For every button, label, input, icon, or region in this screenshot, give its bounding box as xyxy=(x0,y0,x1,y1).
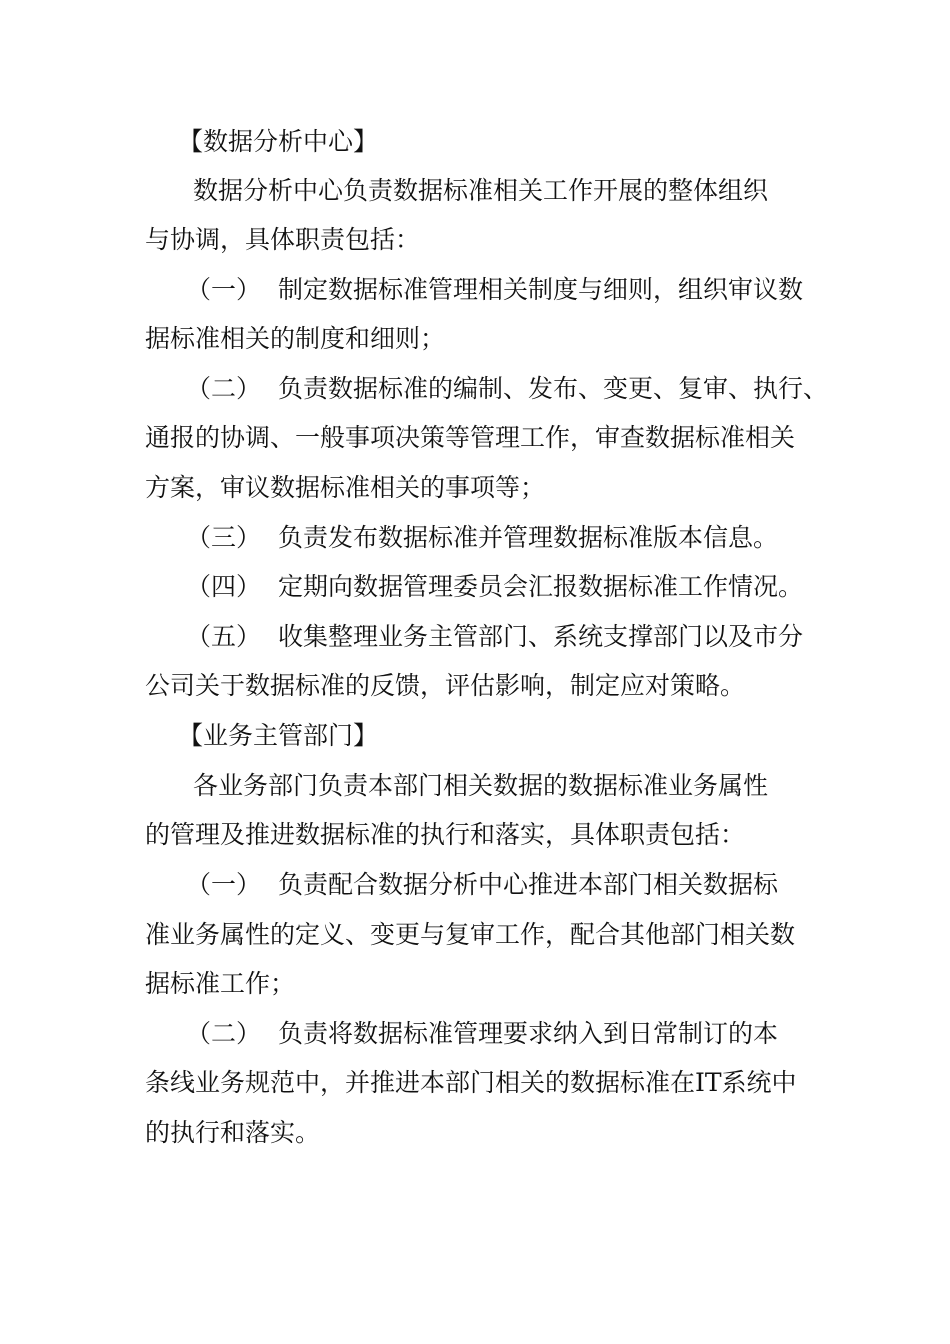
list-item-business-1-cont xyxy=(0,966,950,1002)
item-text-line: 据标准工作； xyxy=(145,969,296,998)
section-heading-data-center xyxy=(0,124,950,160)
item-number: （五） xyxy=(186,622,262,651)
item-text-line: 收集整理业务主管部门、系统支撑部门以及市分 xyxy=(278,622,804,651)
list-item-data-center-2-cont xyxy=(0,420,950,456)
item-number: （二） xyxy=(186,1019,262,1048)
list-item-data-center-3 xyxy=(0,520,950,556)
list-item-business-2-cont xyxy=(0,1115,950,1151)
item-number: （四） xyxy=(186,572,262,601)
list-item-data-center-1 xyxy=(0,272,950,308)
list-item-data-center-5-cont xyxy=(0,668,950,704)
item-text-line: 方案，审议数据标准相关的事项等； xyxy=(145,473,546,502)
item-text-line: 条线业务规范中，并推进本部门相关的数据标准在IT系统中 xyxy=(145,1068,797,1097)
section-intro-data-center xyxy=(0,173,950,209)
list-item-data-center-2-cont xyxy=(0,470,950,506)
item-text-line: 的执行和落实。 xyxy=(145,1118,321,1147)
section-heading-business xyxy=(0,718,950,754)
intro-text-line: 各业务部门负责本部门相关数据的数据标准业务属性 xyxy=(193,771,769,800)
list-item-data-center-5 xyxy=(0,619,950,655)
intro-text-line: 的管理及推进数据标准的执行和落实，具体职责包括： xyxy=(145,820,746,849)
item-number: （二） xyxy=(186,374,262,403)
intro-text-line: 数据分析中心负责数据标准相关工作开展的整体组织 xyxy=(193,176,769,205)
list-item-data-center-1-cont xyxy=(0,321,950,357)
item-number: （一） xyxy=(186,275,262,304)
list-item-business-1-cont xyxy=(0,917,950,953)
list-item-data-center-4 xyxy=(0,569,950,605)
item-text-line: 负责配合数据分析中心推进本部门相关数据标 xyxy=(278,870,779,899)
item-number: （一） xyxy=(186,870,262,899)
list-item-data-center-2 xyxy=(0,371,950,407)
item-text-line: 公司关于数据标准的反馈，评估影响，制定应对策略。 xyxy=(145,671,746,700)
heading-text: 【业务主管部门】 xyxy=(178,721,379,750)
item-text-line: 负责将数据标准管理要求纳入到日常制订的本 xyxy=(278,1019,779,1048)
heading-text: 【数据分析中心】 xyxy=(178,127,379,156)
item-text-line: 据标准相关的制度和细则； xyxy=(145,324,446,353)
item-text-line: 准业务属性的定义、变更与复审工作，配合其他部门相关数 xyxy=(145,920,796,949)
item-text-line: 定期向数据管理委员会汇报数据标准工作情况。 xyxy=(278,572,804,601)
item-text-line: 通报的协调、一般事项决策等管理工作，审查数据标准相关 xyxy=(145,423,796,452)
section-intro-business-cont xyxy=(0,817,950,853)
item-text-line: 负责数据标准的编制、发布、变更、复审、执行、 xyxy=(278,374,829,403)
item-text-line: 负责发布数据标准并管理数据标准版本信息。 xyxy=(278,523,779,552)
intro-text-line: 与协调，具体职责包括： xyxy=(145,225,421,254)
item-number: （三） xyxy=(186,523,262,552)
list-item-business-2 xyxy=(0,1016,950,1052)
section-intro-business xyxy=(0,768,950,804)
list-item-business-1 xyxy=(0,867,950,903)
list-item-business-2-cont xyxy=(0,1065,950,1101)
section-intro-data-center-cont xyxy=(0,222,950,258)
item-text-line: 制定数据标准管理相关制度与细则，组织审议数 xyxy=(278,275,804,304)
